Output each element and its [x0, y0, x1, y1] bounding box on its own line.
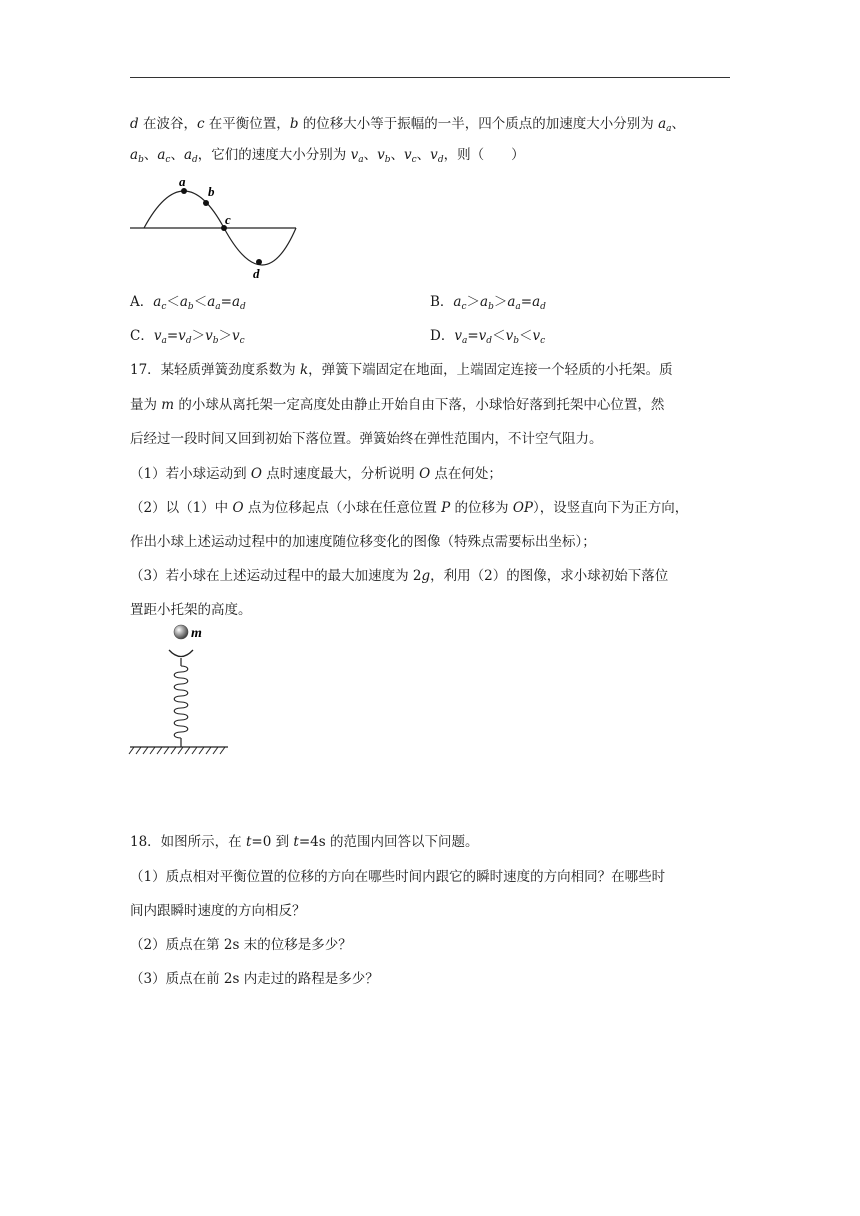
q18-part-3: （3）质点在前 2s 内走过的路程是多少？	[130, 971, 379, 987]
q18-part-1b: 间内跟瞬时速度的方向相反？	[130, 903, 306, 919]
q17-line-3: 后经过一段时间又回到初始下落位置。弹簧始终在弹性范围内，不计空气阻力。	[130, 431, 603, 447]
ball	[174, 625, 188, 639]
label-d: d	[253, 266, 260, 280]
wave-figure	[128, 172, 300, 280]
ball-label: m	[191, 626, 202, 641]
q16-line-1: d 在波谷，c 在平衡位置，b 的位移大小等于振幅的一半，四个质点的加速度大小分别为 $a_a$、	[130, 116, 685, 134]
q18-part-1a: （1）质点相对平衡位置的位移的方向在哪些时间内跟它的瞬时速度的方向相同？在哪些时	[130, 869, 666, 885]
label-b: b	[208, 184, 215, 199]
point-b	[203, 200, 209, 206]
q17-part-3b: 置距小托架的高度。	[130, 602, 252, 618]
q16-line-2: $a_b$、$a_c$、$a_d$，它们的速度大小分别为 $v_a$、$v_b$、$v_c$、$v_d$，则（ ）	[130, 147, 525, 165]
option-b: B．$a_c>a_b>a_a=a_d$	[430, 294, 546, 312]
spring-figure	[128, 620, 232, 760]
header-rule	[130, 77, 730, 78]
spring-coil	[174, 666, 188, 738]
q18-part-2: （2）质点在第 2s 末的位移是多少？	[130, 937, 352, 953]
tray	[169, 650, 193, 657]
ground-hatch	[129, 747, 225, 754]
q17-part-2a: （2）以（1）中 O 点为位移起点（小球在任意位置 P 的位移为 OP），设竖直向下为正方向，	[130, 500, 689, 516]
label-c: c	[225, 212, 231, 227]
option-a: A．$a_c<a_b<a_a=a_d$	[130, 294, 246, 312]
label-a: a	[179, 174, 186, 189]
q17-part-1: （1）若小球运动到 O 点时速度最大，分析说明 O 点在何处；	[130, 466, 502, 482]
option-d: D．$v_a=v_d<v_b<v_c$	[430, 328, 546, 346]
q17-part-2b: 作出小球上述运动过程中的加速度随位移变化的图像（特殊点需要标出坐标）；	[130, 534, 596, 550]
q18-line-1: 18．如图所示，在 t=0 到 t=4s 的范围内回答以下问题。	[130, 834, 479, 850]
q17-line-1: 17．某轻质弹簧劲度系数为 k，弹簧下端固定在地面，上端固定连接一个轻质的小托架。质	[130, 362, 673, 378]
option-c: C．$v_a=v_d>v_b>v_c$	[130, 328, 245, 346]
point-d	[256, 259, 262, 265]
q17-part-3a: （3）若小球在上述运动过程中的最大加速度为 2g，利用（2）的图像，求小球初始下落位	[130, 568, 669, 584]
q17-line-2: 量为 m 的小球从离托架一定高度处由静止开始自由下落，小球恰好落到托架中心位置，然	[130, 397, 665, 413]
